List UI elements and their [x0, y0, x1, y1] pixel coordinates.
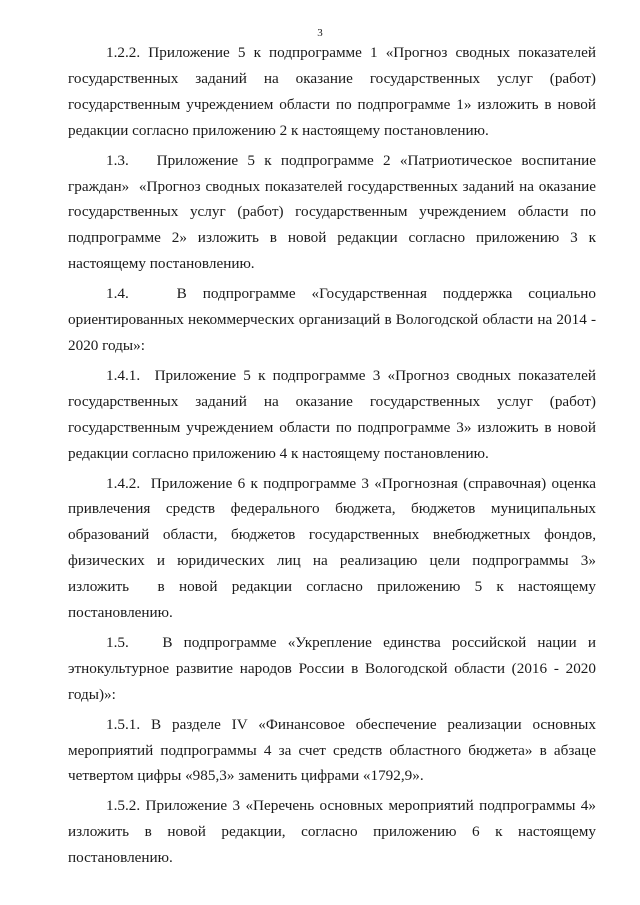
paragraph-1-4-2: 1.4.2. Приложение 6 к подпрограмме 3 «Прогнозная (справочная) оценка привлечения средств федерального бюджета, бюджетов муниципальных образований области, бюджетов государственных внебюджетных фондов, физических и юридических лиц на реализацию цели подпрограммы 3» изложить в новой редакции согласно приложению 5 к настоящему постановлению. — [68, 474, 604, 622]
paragraph-1-4-1: 1.4.1. Приложение 5 к подпрограмме 3 «Прогноз сводных показателей государственных заданий на оказание государственных услуг (работ) государственным учреждением области по подпрограмме 3» изложить в новой редакции согласно приложению 4 к настоящему постановлению. — [68, 366, 600, 462]
page-number: 3 — [317, 27, 323, 39]
paragraph-1-5-1: 1.5.1. В разделе IV «Финансовое обеспечение реализации основных мероприятий подпрограммы 4 за счет средств областного бюджета» в абзаце четвертом цифры «985,3» заменить цифрами «1792,9». — [68, 715, 600, 785]
paragraph-1-5: 1.5. В подпрограмме «Укрепление единства российской нации и этнокультурное развитие народов России в Вологодской области (2016 - 2020 годы)»: — [68, 633, 600, 703]
document-body — [68, 40, 604, 875]
paragraph-1-5-2: 1.5.2. Приложение 3 «Перечень основных мероприятий подпрограммы 4» изложить в новой редакции, согласно приложению 6 к настоящему постановлению. — [68, 797, 600, 867]
paragraph-1-3: 1.3. Приложение 5 к подпрограмме 2 «Патриотическое воспитание граждан» «Прогноз сводных показателей государственных заданий на оказание государственных услуг (работ) государственным учреждением области по подпрограмме 2» изложить в новой редакции согласно приложению 3 к настоящему постановлению. — [68, 151, 600, 273]
paragraph-1-2-2: 1.2.2. Приложение 5 к подпрограмме 1 «Прогноз сводных показателей государственных заданий на оказание государственных услуг (работ) государственным учреждением области по подпрограмме 1» изложить в новой редакции согласно приложению 2 к настоящему постановлению. — [68, 44, 600, 139]
paragraph-1-4: 1.4. В подпрограмме «Государственная поддержка социально ориентированных некоммерческих организаций в Вологодской области на 2014 - 2020 годы»: — [68, 285, 600, 354]
